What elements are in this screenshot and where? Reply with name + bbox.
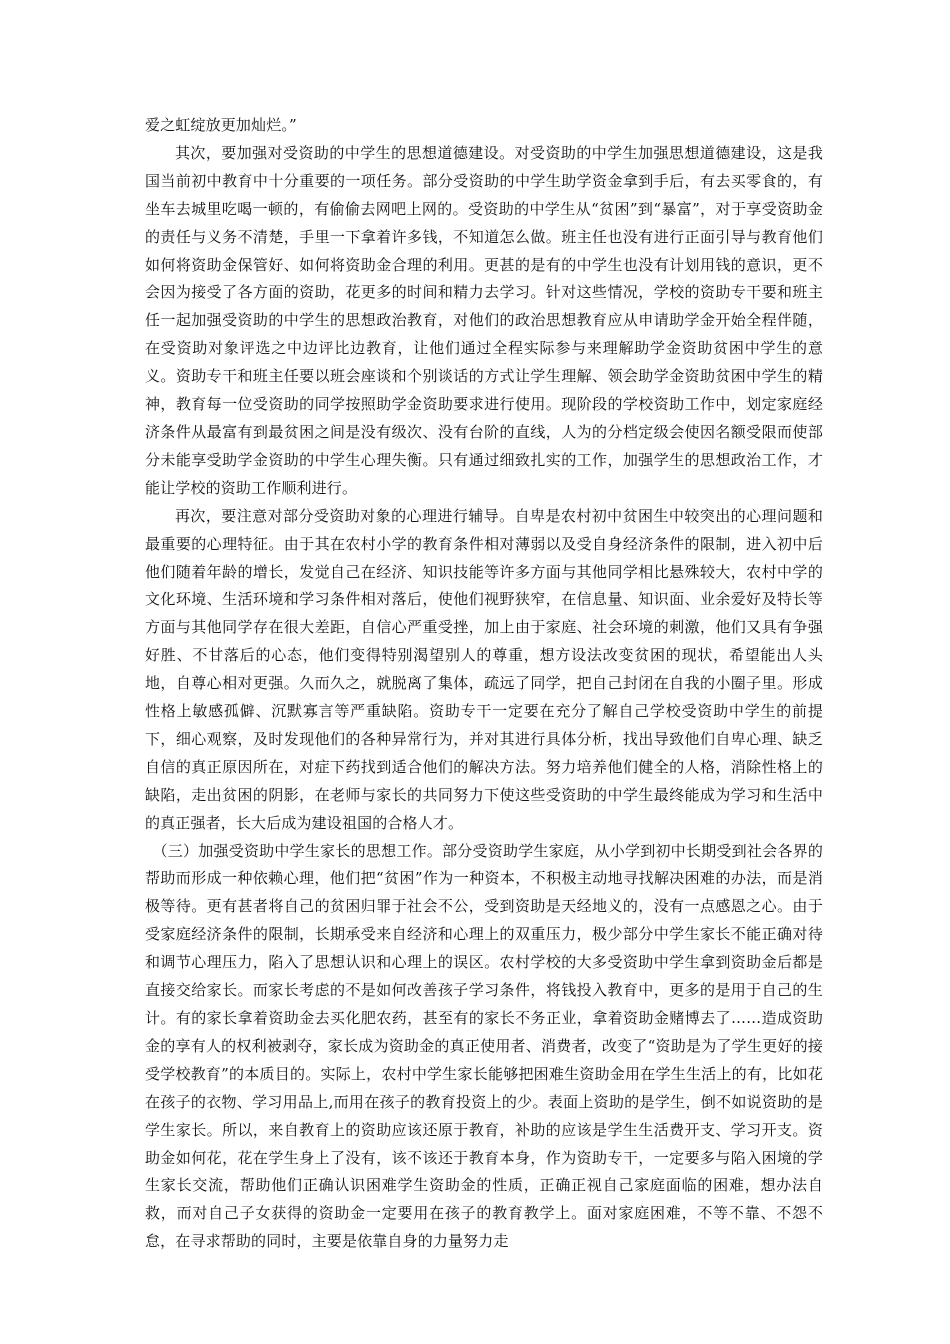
paragraph-parent-work: （三）加强受资助中学生家长的思想工作。部分受资助学生家庭，从小学到初中长期受到社会各界的帮助而形成一种依赖心理，他们把“贫困”作为一种资本，不积极主动地寻找解决困难的办法，而是消极等待。更有甚者将自己的贫困归罪于社会不公，受到资助是天经地义的，没有一点感恩之心。由于受家庭经济条件的限制，长期承受来自经济和心理上的双重压力，极少部分中学生家长不能正确对待和调节心理压力，陷入了思想认识和心理上的误区。农村学校的大多受资助中学生拿到资助金后都是直接交给家长。而家长考虑的不是如何改善孩子学习条件，将钱投入教育中，更多的是用于自己的生计。有的家长拿着资助金去买化肥农药，甚至有的家长不务正业，拿着资助金赌博去了……造成资助金的享有人的权利被剥夺，家长成为资助金的真正使用者、消费者，改变了“资助是为了学生更好的接受学校教育”的本质目的。实际上，农村中学生家长能够把困难生资助金用在学生生活上的有，比如花在孩子的衣物、学习用品上,而用在孩子的教育投资上的少。表面上资助的是学生，倒不如说资助的是学生家长。所以，来自教育上的资助应该还原于教育，补助的应该是学生生活费开支、学习开支。资助金如何花，花在学生身上了没有，该不该还于教育本身，作为资助专干，一定要多与陷入困境的学生家长交流，帮助他们正确认识困难学生资助金的性质，正确正视自己家庭面临的困难，想办法自救，而对自己子女获得的资助金一定要用在孩子的教育教学上。面对家庭困难，不等不靠、不怨不怠，在寻求帮助的同时，主要是依靠自身的力量努力走 [145,841,823,1251]
paragraph-psychological-counseling: 再次，要注意对部分受资助对象的心理进行辅导。自卑是农村初中贫困生中较突出的心理问题和最重要的心理特征。由于其在农村小学的教育条件相对薄弱以及受自身经济条件的限制，进入初中后他们随着年龄的增长，发觉自己在经济、知识技能等许多方面与其他同学相比悬殊较大，农村中学的文化环境、生活环境和学习条件相对落后，使他们视野狭窄，在信息量、知识面、业余爱好及特长等方面与其他同学存在很大差距，自信心严重受挫，加上由于家庭、社会环境的刺激，他们又具有争强好胜、不甘落后的心态，他们变得特别渴望别人的尊重，想方设法改变贫困的现状，希望能出人头地，自尊心相对更强。久而久之，就脱离了集体，疏远了同学，把自己封闭在自我的小圈子里。形成性格上敏感孤僻、沉默寡言等严重缺陷。资助专干一定要在充分了解自己学校受资助中学生的前提下，细心观察，及时发现他们的各种异常行为，并对其进行具体分析，找出导致他们自卑心理、缺乏自信的真正原因所在，对症下药找到适合他们的解决方法。努力培养他们健全的人格，消除性格上的缺陷，走出贫困的阴影，在老师与家长的共同努力下使这些受资助的中学生最终能成为学习和生活中的真正强者，长大后成为建设祖国的合格人才。 [145,506,823,832]
document-body [145,112,823,1256]
paragraph-continuation: 爱之虹绽放更加灿烂。” [145,116,297,134]
paragraph-moral-education: 其次，要加强对受资助的中学生的思想道德建设。对受资助的中学生加强思想道德建设，这是我国当前初中教育中十分重要的一项任务。部分受资助的中学生助学资金拿到手后，有去买零食的，有坐车去城里吃喝一顿的，有偷偷去网吧上网的。受资助的中学生从“贫困”到“暴富”，对于享受资助金的责任与义务不清楚，手里一下拿着许多钱，不知道怎么做。班主任也没有进行正面引导与教育他们如何将资助金保管好、如何将资助金合理的利用。更甚的是有的中学生也没有计划用钱的意识，更不会因为接受了各方面的资助，花更多的时间和精力去学习。针对这些情况，学校的资助专干要和班主任一起加强受资助的中学生的思想政治教育，对他们的政治思想教育应从申请助学金开始全程伴随，在受资助对象评选之中边评比边教育，让他们通过全程实际参与来理解助学金资助贫困中学生的意义。资助专干和班主任要以班会座谈和个别谈话的方式让学生理解、领会助学金资助贫困中学生的精神，教育每一位受资助的同学按照助学金资助要求进行使用。现阶段的学校资助工作中，划定家庭经济条件从最富有到最贫困之间是没有级次、没有台阶的直线，人为的分档定级会使因名额受限而使部分未能享受助学金资助的中学生心理失衡。只有通过细致扎实的工作，加强学生的思想政治工作，才能让学校的资助工作顺利进行。 [145,143,823,497]
